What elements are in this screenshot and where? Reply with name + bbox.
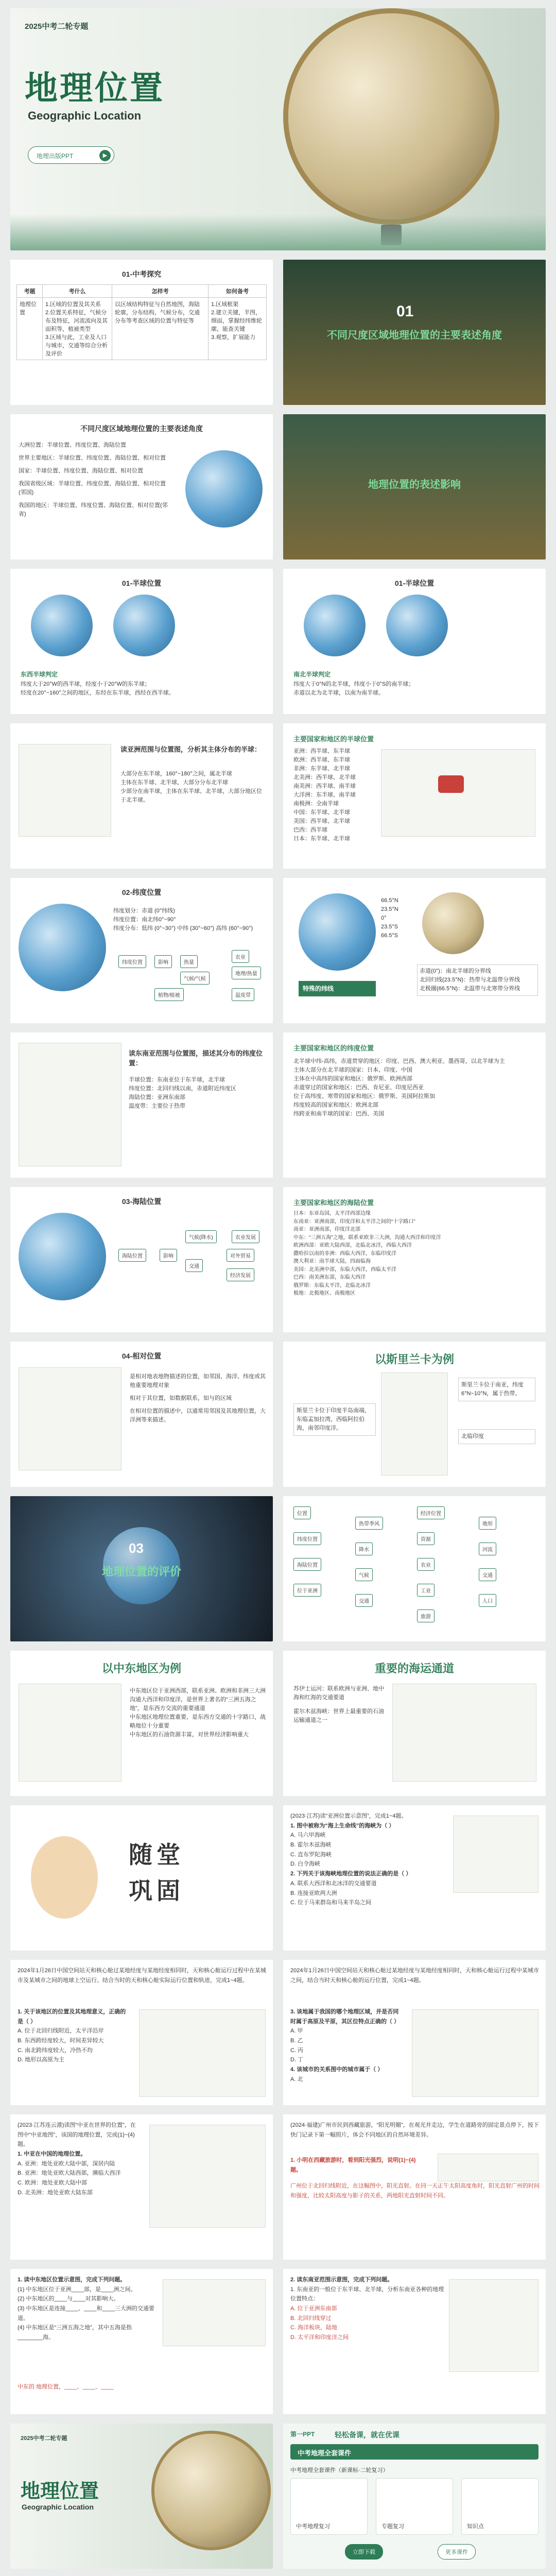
question-title: 读亚洲范围与位置图，分析其主体分布的半球：: [120, 745, 262, 753]
list-item: 半球位置：东南亚位于东半球，北半球: [129, 1077, 225, 1083]
slide-title: 主要国家和地区的海陆位置: [293, 1199, 374, 1207]
question-line: (4) 中东地区是“三洲五海之地”，其中五海是指________海。: [18, 2325, 132, 2341]
flow-box: 工业: [417, 1584, 435, 1597]
flow-box: 气候(降水): [185, 1230, 217, 1243]
list-item: 美国：北美洲中部，东临大西洋，西临太平洋: [293, 1266, 396, 1273]
list-item: 南亚：亚洲南部，印度洋北部: [293, 1227, 360, 1232]
flow-box: 降水: [355, 1543, 373, 1555]
promo-title: 中考地理全套课件: [298, 2449, 352, 2457]
list-item: 温度带：主要位于热带: [129, 1103, 185, 1110]
question-map: [149, 2125, 266, 2228]
list-item: 撒哈拉以南的非洲：西临大西洋，东临印度洋: [293, 1250, 396, 1257]
option[interactable]: A. 位于亚洲东南部: [290, 2306, 337, 2312]
promo-card-label: 知识点: [467, 2523, 484, 2530]
cover-series: 2025中考二轮专题: [25, 22, 89, 31]
note-item: 纬度大于20°W的西半球，经度小于20°W的东半球；: [21, 681, 151, 687]
section-title: 地理位置的表述影响: [368, 479, 461, 490]
list-item: 东南亚：亚洲南部，印度洋和太平洋之间的“十字路口”: [293, 1218, 415, 1225]
option[interactable]: B. 北回归线穿过: [290, 2315, 332, 2321]
slide-shipping-routes: [283, 1651, 546, 1796]
list-item: 相对于其位置，如数据联系，如与的区域: [130, 1395, 232, 1402]
world-map: [381, 749, 535, 837]
list-item: 日本：东半球、北半球: [293, 836, 350, 842]
notes: [293, 680, 535, 698]
list-item: 大部分在东半球，160°~180°之间，属北半球: [120, 771, 232, 777]
globe-image: [154, 2434, 268, 2547]
globe-south: [386, 595, 448, 656]
list-item: 极地：北极地区、南极地区: [293, 1291, 355, 1296]
globe-west: [113, 595, 175, 656]
flow-box: 纬度位置: [293, 1532, 321, 1545]
section-title: 不同尺度区域地理位置的主要表述角度: [327, 330, 502, 341]
end-title: 地理位置: [21, 2481, 99, 2502]
table-cell: 1.区域的位置及其关系 2.位置关系特征，气候分布及特征，河流流向及其面积等，植被类型 3.区域与此，工业及人口与城市，交通等综合分析及评价: [43, 298, 112, 360]
answer-text: 广州位于北回归线附近，在这幅图中，阳光直射。在同一天正午太阳高度角时，阳光直射广州的时间和强度，比较太阳高度与影子的关系，两地阳光直射时间不同。: [290, 2183, 540, 2199]
slide-title: 以中东地区为例: [101, 1662, 181, 1675]
globe-latitude: [19, 904, 106, 991]
sub-heading: 南北半球判定: [293, 671, 331, 678]
more-button[interactable]: 更多课件: [438, 2544, 476, 2560]
promo-subtitle: 中考地理全套课件（新课标·二轮复习）: [290, 2467, 389, 2473]
note-item: 纬度大于0°N的北半球，纬度小于0°S的南半球；: [293, 681, 414, 687]
list-item: 纬度位置：南北纬0°~90°: [113, 917, 176, 923]
flow-box: 农业发展: [232, 1230, 259, 1243]
section-title: 地理位置的评价: [101, 1565, 181, 1578]
latitude-list: [113, 907, 268, 933]
slide-header: 01-半球位置: [121, 579, 162, 587]
question-intro: 1. 读中东地区位置示意图，完成下列问题。: [18, 2277, 126, 2283]
notes: [21, 680, 263, 698]
question-text: 1. 关于该地区的位置及其地理意义，正确的是（ ）: [18, 2009, 126, 2025]
caption-bar: [299, 981, 376, 996]
relative-list: [130, 1372, 268, 1425]
list-item: 南美洲：西半球、南半球: [293, 783, 356, 790]
table-cell: 以区域结构特征与自然地图，海陆轮廓，分布结构，气候分布，交通分布等考查区域的位置与特征等: [112, 298, 208, 360]
list-item: 纬跨亚和南半球的国家：巴西、美国: [293, 1111, 384, 1117]
question-intro: 2. 读东南亚范围示意图，完成下列问题。: [290, 2277, 393, 2283]
cover-title: 地理位置: [25, 70, 165, 107]
relative-map: [19, 1367, 121, 1470]
slide-expression: [10, 414, 273, 560]
play-icon: ▶: [99, 150, 111, 161]
flow-box: 影响: [154, 955, 172, 968]
latitude-country-list: [293, 1057, 535, 1118]
cover-pill[interactable]: [28, 146, 114, 164]
slide-question-1: [283, 1805, 546, 1951]
flow-box: 海陆位置: [293, 1558, 321, 1571]
slide-question-2: [10, 1960, 273, 2105]
question-intro: (2023·江苏)读“亚洲位置示意图”，完成1~4题。: [290, 1813, 407, 1819]
question-block: [18, 2007, 131, 2065]
option[interactable]: B. 乙: [290, 2038, 303, 2044]
question-map: [449, 2279, 538, 2372]
slide-question-5: [283, 2114, 546, 2260]
flow-box: 河流: [479, 1543, 496, 1555]
question-block: [290, 2275, 445, 2343]
note-item: 赤道以北为北半球，以南为南半球。: [293, 690, 384, 697]
flow-box: 地理/热量: [232, 967, 261, 979]
question-intro: (2023·江苏连云港)读图“中亚在世界的位置”，在图中“中亚地图”，该国的地理位置，完成(1)~(4)题。: [18, 2122, 136, 2148]
expression-list: [19, 441, 173, 519]
flow-box: 经济发展: [227, 1268, 254, 1281]
question-photo: [438, 2154, 538, 2181]
flow-box: 交通: [355, 1594, 373, 1607]
flow-box: 气候: [355, 1568, 373, 1581]
list-item: 巴西：南美洲东部，东临大西洋: [293, 1275, 366, 1280]
globe-lines: [299, 893, 376, 971]
list-item: 澳大利亚：南半球大陆，四面临海: [293, 1259, 371, 1264]
list-item: 纬度位置：北回归线以南，赤道附近纬度区: [129, 1086, 236, 1092]
option[interactable]: C. 海洋板块，陆地: [290, 2325, 338, 2331]
flow-box: 交通: [185, 1259, 203, 1272]
cover-subtitle: Geographic Location: [28, 109, 142, 122]
list-item: 位于高纬度、寒带的国家和地区：俄罗斯、美国阿拉斯加: [293, 1093, 435, 1100]
caption-box: 北临印度: [458, 1429, 535, 1444]
slide-sea-land: [10, 1187, 273, 1332]
sub-heading: 东西半球判定: [21, 671, 58, 678]
option[interactable]: D. 地形以高原为主: [18, 2057, 65, 2063]
question-line: (1) 中东地区位于亚洲____部，是____洲之间。: [18, 2286, 136, 2293]
slide-section-02: [283, 414, 546, 560]
cover-grass: [10, 214, 546, 250]
slide-question-6: [10, 2269, 273, 2414]
list-item: 美国：西半球、北半球: [293, 818, 350, 825]
promo-slogan: 轻松备课，就在优课: [335, 2431, 399, 2439]
list-item: 大洋洲：东半球、南半球: [293, 792, 356, 799]
slide-promo: [283, 2424, 546, 2569]
slide-practice-title: [10, 1805, 273, 1951]
slide-hemisphere-ew: [10, 569, 273, 714]
option[interactable]: A. 位于北回归线附近，太平洋沿岸: [18, 2028, 104, 2035]
promo-brand: 第一PPT: [290, 2431, 315, 2438]
list-item: 国家：半球位置、纬度位置、海陆位置、相对位置: [19, 468, 143, 474]
slide-question-7: [283, 2269, 546, 2414]
line-marks: [381, 896, 398, 940]
slide-title: 重要的海运通道: [374, 1662, 454, 1675]
slide-title: 以斯里兰卡为例: [374, 1353, 454, 1366]
flow-box: 地形: [479, 1517, 496, 1530]
question-map: [453, 1816, 538, 1893]
option[interactable]: D. 白令海峡: [290, 1861, 321, 1868]
flow-box: 位置: [293, 1506, 311, 1519]
question-line: (3) 中东地区是连接____、____和____三大洲的交通要道。: [18, 2306, 154, 2321]
cover-pill-label: 地理出版PPT: [37, 152, 74, 160]
slide-header: 01-半球位置: [394, 579, 435, 587]
lat-mark: 23.5°S: [381, 924, 398, 930]
globe-sea-land: [19, 1213, 106, 1300]
option[interactable]: A. 马六甲海峡: [290, 1832, 326, 1839]
globe-image: [288, 13, 494, 219]
lat-mark: 66.5°N: [381, 897, 398, 904]
question-map: [163, 2279, 266, 2346]
sea-land-list: [293, 1210, 535, 1298]
practice-title-1: 随堂: [129, 1841, 184, 1868]
list-item: 中东：“三洲五海”之地，联系亚欧非三大洲，沟通大西洋和印度洋: [293, 1234, 441, 1241]
option[interactable]: A. 亚洲：地处亚欧大陆中部，深居内陆: [18, 2160, 115, 2167]
question-block: [290, 2007, 404, 2084]
list-item: 主体在中高纬的国家和地区：俄罗斯、欧洲西部: [293, 1076, 412, 1082]
question-text: 1. 东南亚的一般位于东半球、北半球，分析东南亚各种的地理位置特点：: [290, 2286, 444, 2302]
slide-evaluation-flow: [283, 1496, 546, 1641]
flow-box: 农业: [232, 950, 249, 963]
answer-line: 中东的 地理位置，____、____、____: [18, 2384, 114, 2390]
slide-question-3: [283, 1960, 546, 2105]
table-header: 考什么: [43, 285, 112, 298]
list-item: 赤道穿过的国家和地区：巴西、肯尼亚、印度尼西亚: [293, 1084, 424, 1091]
slide-sri-lanka: [283, 1342, 546, 1487]
table-cell: 地理位置: [17, 298, 43, 360]
flow-box: 热带季风: [355, 1517, 383, 1530]
flow-box: 对外贸易: [227, 1249, 254, 1262]
question-text: 1. 图中被称为“海上生命线”的海峡为（ ）: [290, 1822, 395, 1829]
slide-section-01: [283, 260, 546, 405]
option[interactable]: A. 联系大西洋和北冰洋的交通要道: [290, 1880, 377, 1887]
slide-end: [10, 2424, 273, 2569]
flow-box: 纬度位置: [118, 955, 146, 968]
middle-east-list: [130, 1687, 268, 1739]
flow-box: 资源: [417, 1532, 435, 1545]
slide-hemisphere-ns: [283, 569, 546, 714]
option[interactable]: B. 东西跨经度较大，时间差异较大: [18, 2038, 104, 2044]
table-header: 考题: [17, 285, 43, 298]
flow-box: 影响: [160, 1249, 177, 1262]
question-block: [18, 2275, 157, 2343]
slide-header: 03-海陆位置: [121, 1197, 162, 1206]
asia-map: [19, 744, 111, 837]
promo-card[interactable]: [290, 2478, 368, 2535]
middle-east-map: [19, 1684, 121, 1782]
globe-north: [304, 595, 366, 656]
list-item: 沟通大西洋和印度洋，是世界上著名的“三洲五海之地”，是东西方交流的重要通道: [130, 1697, 256, 1712]
option[interactable]: B. 亚洲：地处亚欧大陆西部，濒临大西洋: [18, 2170, 121, 2177]
slide-asia-hemisphere: [10, 723, 273, 869]
caption-text: 特殊的纬线: [303, 985, 334, 992]
promo-card-label: 专题复习: [381, 2523, 404, 2530]
option[interactable]: B. 霍尔木兹海峡: [290, 1842, 332, 1849]
flow-box: 热量: [180, 955, 198, 968]
list-item: 中东地区位于亚洲西部，联系亚洲、欧洲和非洲三大洲: [130, 1688, 266, 1694]
globe-image: [422, 892, 484, 954]
flow-box: 植物/植被: [154, 988, 184, 1001]
slide-sea-latitude: [10, 1032, 273, 1178]
question-text: 4. 该城市的关系图中的城市属于（ ）: [290, 2066, 384, 2073]
list-item: 亚洲：西半球、东半球: [293, 748, 350, 754]
flow-box: 人口: [479, 1594, 496, 1607]
lat-mark: 66.5°S: [381, 933, 398, 939]
question-intro: (2024·福建)广州市民到西藏旅游，“阳光明媚”，在观光并走边，学生在道路旁的固定景点停下，按下快门记录下第一幅照片，体会不同地区的自然环境差异。: [290, 2122, 539, 2138]
student-illustration: [31, 1836, 98, 1919]
flow-box: 农业: [417, 1558, 435, 1571]
end-subtitle: Geographic Location: [22, 2503, 94, 2511]
question-map: [139, 2009, 266, 2097]
note-item: 经度在20°~160°之间的地区，东经在东半球，西经在西半球。: [21, 690, 175, 697]
list-item: 南极洲：全南半球: [293, 801, 339, 807]
question-text: 2. 下列关于该海峡地理位置的说法正确的是（ ）: [290, 1871, 412, 1877]
promo-card-label: 中考地理复习: [296, 2523, 330, 2530]
list-item: 纬度划分：赤道 (0°纬线): [113, 908, 175, 914]
option[interactable]: C. 南北跨纬度较大，冷热不均: [18, 2047, 93, 2054]
option[interactable]: B. 连接亚欧两大洲: [290, 1890, 337, 1896]
slide-header: 04-相对位置: [121, 1352, 162, 1360]
table-header: 如何备考: [208, 285, 266, 298]
list-item: 欧洲：西半球、东半球: [293, 757, 350, 764]
sri-lanka-map: [381, 1372, 448, 1476]
hemisphere-list: [293, 747, 376, 844]
lat-mark: 0°: [381, 915, 387, 922]
slide-sea-land-countries: [283, 1187, 546, 1332]
slide-header: 不同尺度区域地理位置的主要表述角度: [80, 425, 203, 433]
slide-relative: [10, 1342, 273, 1487]
list-item: 主体大部分在北半球的国家：日本、印度、中国: [293, 1067, 412, 1074]
slide-hemisphere-countries: [283, 723, 546, 869]
answer-list: [129, 1076, 268, 1111]
option[interactable]: C. 直布罗陀海峡: [290, 1851, 332, 1858]
flow-box: 经济位置: [417, 1506, 445, 1519]
question-block: [290, 1811, 445, 1908]
flow-box: 位于亚洲: [293, 1584, 321, 1597]
exam-table: [16, 284, 267, 360]
list-item: 霍尔木兹海峡：世界上最重要的石油运输通道之一: [293, 1708, 384, 1724]
question-text: 1. 小明在西藏旅游时，看到阳光强烈，说明(1)~(4)题。: [290, 2157, 416, 2173]
option[interactable]: D. 太平洋和印度洋之间: [290, 2334, 349, 2341]
option[interactable]: A. 北: [290, 2076, 303, 2082]
list-item: 纬度较高的国家和地区：欧洲北部: [293, 1102, 378, 1109]
caption-box: 斯里兰卡位于印度半岛南端，东临孟加拉湾，西临阿拉伯海，南邻印度洋。: [293, 1403, 376, 1436]
question-line: (2) 中东地区的____与____对其影响大。: [18, 2296, 119, 2302]
option[interactable]: A. 甲: [290, 2028, 303, 2035]
download-button[interactable]: 立即下载: [345, 2544, 383, 2560]
slide-middle-east: [10, 1651, 273, 1796]
promo-title-bar: [290, 2444, 538, 2460]
slide-header: 02-纬度位置: [121, 888, 162, 896]
list-item: 大洲位置：半球位置、纬度位置、海陆位置: [19, 442, 126, 448]
section-number: 03: [129, 1540, 144, 1556]
china-highlight: [438, 775, 464, 793]
list-item: 北半球中纬-高纬，赤道贯穿的地区：印度、巴西、澳大利亚、墨西哥，以北半球为主: [293, 1058, 505, 1064]
question-title: 读东南亚范围与位置图，描述其分布的纬度位置：: [129, 1049, 263, 1067]
list-item: 我国的地区：半球位置、纬度位置、海陆位置、相对位置(邻省): [19, 502, 168, 518]
slide-latitude-countries: [283, 1032, 546, 1178]
slide-exam-table: [10, 260, 273, 405]
option[interactable]: C. 欧洲：地处亚欧大陆中部: [18, 2180, 88, 2187]
option[interactable]: D. 北美洲：地处亚欧大陆东部: [18, 2189, 93, 2196]
option[interactable]: C. 丙: [290, 2047, 304, 2054]
shipping-map: [392, 1684, 536, 1782]
caption-box: 斯里兰卡位于南亚，纬度6°N~10°N，属于热带。: [458, 1378, 535, 1401]
promo-card[interactable]: [376, 2478, 453, 2535]
section-number: 01: [396, 303, 414, 320]
question-text: 1. 中亚在中国的地理位置。: [18, 2151, 86, 2158]
list-item: 中东地区的石油资源丰富，对世界经济影响重大: [130, 1732, 249, 1738]
note-box: 赤道(0°)：南北半球的分界线 北回归线(23.5°N)：热带与北温带分界线 北极圈(66.5°N)：北温带与北寒带分界线: [417, 964, 538, 996]
list-item: 北美洲：西半球、北半球: [293, 774, 356, 781]
slide-header: 01-中考探究: [121, 270, 162, 278]
table-header: 怎样考: [112, 285, 208, 298]
flow-box: 旅游: [417, 1609, 435, 1622]
list-item: 欧洲西部：亚欧大陆西部，北临北冰洋，西临大西洋: [293, 1243, 412, 1248]
slide-special-lines: [283, 878, 546, 1023]
list-item: 日本：东亚岛国，太平洋西部边缘: [293, 1211, 371, 1216]
list-item: 世界主要地区：半球位置、纬度位置、海陆位置、相对位置: [19, 455, 166, 462]
list-item: 巴西：西半球: [293, 827, 327, 834]
globe-image: [185, 450, 263, 528]
list-item: 非洲：东半球、北半球: [293, 766, 350, 772]
option[interactable]: C. 位于马来群岛和马来半岛之间: [290, 1900, 372, 1906]
option[interactable]: D. 丁: [290, 2057, 304, 2063]
route-list: [293, 1685, 386, 1725]
question-intro: 2024年1月26日中国空间站天和核心舱过某地经度与某地经度相同时，天和核心舱运行过程中某城市之间，结合当时天和核心舱的运行位置，完成1~4题。: [290, 1968, 539, 1984]
list-item: 海陆位置：亚洲东南部: [129, 1094, 185, 1101]
list-item: 主体在东半球、北半球，大部分分布北半球: [120, 779, 228, 786]
question-map: [412, 2009, 538, 2097]
list-item: 中国：东半球、北半球: [293, 809, 350, 816]
end-series: 2025中考二轮专题: [21, 2435, 67, 2442]
table-cell: 1.区域框架 2.建立关键，半图，细面，掌握经纬维轮廓，能查关键 3.观察，扩展能力: [208, 298, 266, 360]
globe-east: [31, 595, 93, 656]
flow-box: 温度带: [232, 988, 254, 1001]
southeast-asia-map: [19, 1043, 121, 1166]
list-item: 俄罗斯：东临太平洋，北临北冰洋: [293, 1282, 371, 1289]
list-item: 纬度分布：低纬 (0°~30°) 中纬 (30°~60°) 高纬 (60°~90°): [113, 925, 253, 932]
list-item: 在相对位置的描述中，以通常用邻国及其地理位置，大洋洲等来描述。: [130, 1408, 266, 1423]
slide-latitude: [10, 878, 273, 1023]
practice-title-2: 巩固: [129, 1877, 184, 1904]
slide-section-03: [10, 1496, 273, 1641]
list-item: 苏伊士运河：联系欧洲与亚洲、地中海和红海的交通要道: [293, 1686, 384, 1701]
flow-box: 海陆位置: [118, 1249, 146, 1262]
slide-question-4: [10, 2114, 273, 2260]
list-item: 是相对地表地物描述的位置，如邻国、海洋、纬度或其他重要地理对象: [130, 1374, 266, 1389]
question-intro: 2024年1月26日中国空间站天和核心舱过某地经度与某地经度相同时，天和核心舱运行过程中在某城市及某城市之间的地球上空运行。结合当时的天和核心舱实际运行位置和轨迹，完成1~4题。: [18, 1968, 266, 1984]
list-item: 中东地区地理位置重要，是东西方交通的十字路口，战略地位十分重要: [130, 1714, 266, 1730]
promo-card[interactable]: [461, 2478, 538, 2535]
list-item: 少部分在南半球，主体在东半球、北半球，大部分地区位于北半球。: [120, 788, 262, 804]
question-block: [18, 2121, 141, 2198]
cover-slide: [10, 8, 546, 250]
flow-box: 气候/气候: [180, 972, 210, 985]
answer-list: [120, 770, 265, 805]
slide-title: 主要国家和地区的半球位置: [293, 735, 374, 743]
lat-mark: 23.5°N: [381, 906, 398, 913]
slide-title: 主要国家和地区的纬度位置: [293, 1044, 374, 1052]
flow-box: 交通: [479, 1568, 496, 1581]
list-item: 我国省级区域：半球位置、纬度位置、海陆位置、相对位置(邻国): [19, 481, 166, 496]
question-text: 3. 该地属于我国的哪个地理区域，并是否同时属于高原及平原，其区位特点正确的（ ）: [290, 2009, 400, 2025]
